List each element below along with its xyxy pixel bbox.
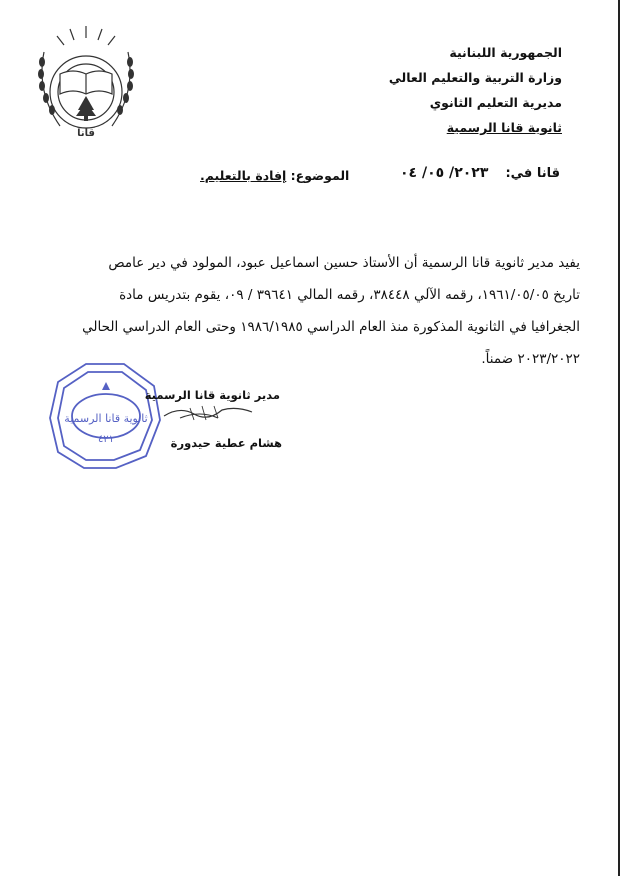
date-label: قانا في: <box>505 166 560 181</box>
svg-text:قانا: قانا <box>77 128 95 139</box>
handwritten-signature <box>160 400 260 424</box>
official-stamp <box>46 360 164 472</box>
school-logo <box>30 22 142 140</box>
svg-text:٤٢١: ٤٢١ <box>97 434 115 445</box>
letterhead <box>389 40 562 140</box>
header-republic: الجمهورية اللبنانية <box>449 45 562 60</box>
header-ministry: وزارة التربية والتعليم العالي <box>388 70 562 85</box>
subject-text: إفادة بالتعليم. <box>200 168 287 183</box>
date-value: ٢٠٢٣/ ٠٥/ ٠٤ <box>400 165 489 181</box>
header-directorate: مديرية التعليم الثانوي <box>429 95 562 110</box>
body-line-4: ٢٠٢٣/٢٠٢٢ ضمناً. <box>481 351 580 367</box>
subject-label: الموضوع: <box>290 168 350 183</box>
body-line-3: الجغرافيا في الثانوية المذكورة منذ العام الدراسي ١٩٨٦/١٩٨٥ وحتى العام الدراسي الحالي <box>82 319 580 335</box>
body-line-2: تاريخ ١٩٦١/٠٥/٠٥، رقمه الآلي ٣٨٤٤٨، رقمه المالي ٣٩٦٤١ / ٠٩، يقوم بتدريس مادة <box>119 287 580 303</box>
header-school: ثانوية قانا الرسمية <box>446 120 562 135</box>
stamp-text: ثانوية قانا الرسمية <box>64 412 148 425</box>
subject-line <box>200 168 349 183</box>
signatory-name: هشام عطية حيدورة <box>170 436 282 450</box>
signatory-title: مدير ثانوية قانا الرسمية <box>144 388 280 402</box>
body-line-1: يفيد مدير ثانوية قانا الرسمية أن الأستاذ حسين اسماعيل عبود، المولود في دير عامص <box>108 255 580 271</box>
